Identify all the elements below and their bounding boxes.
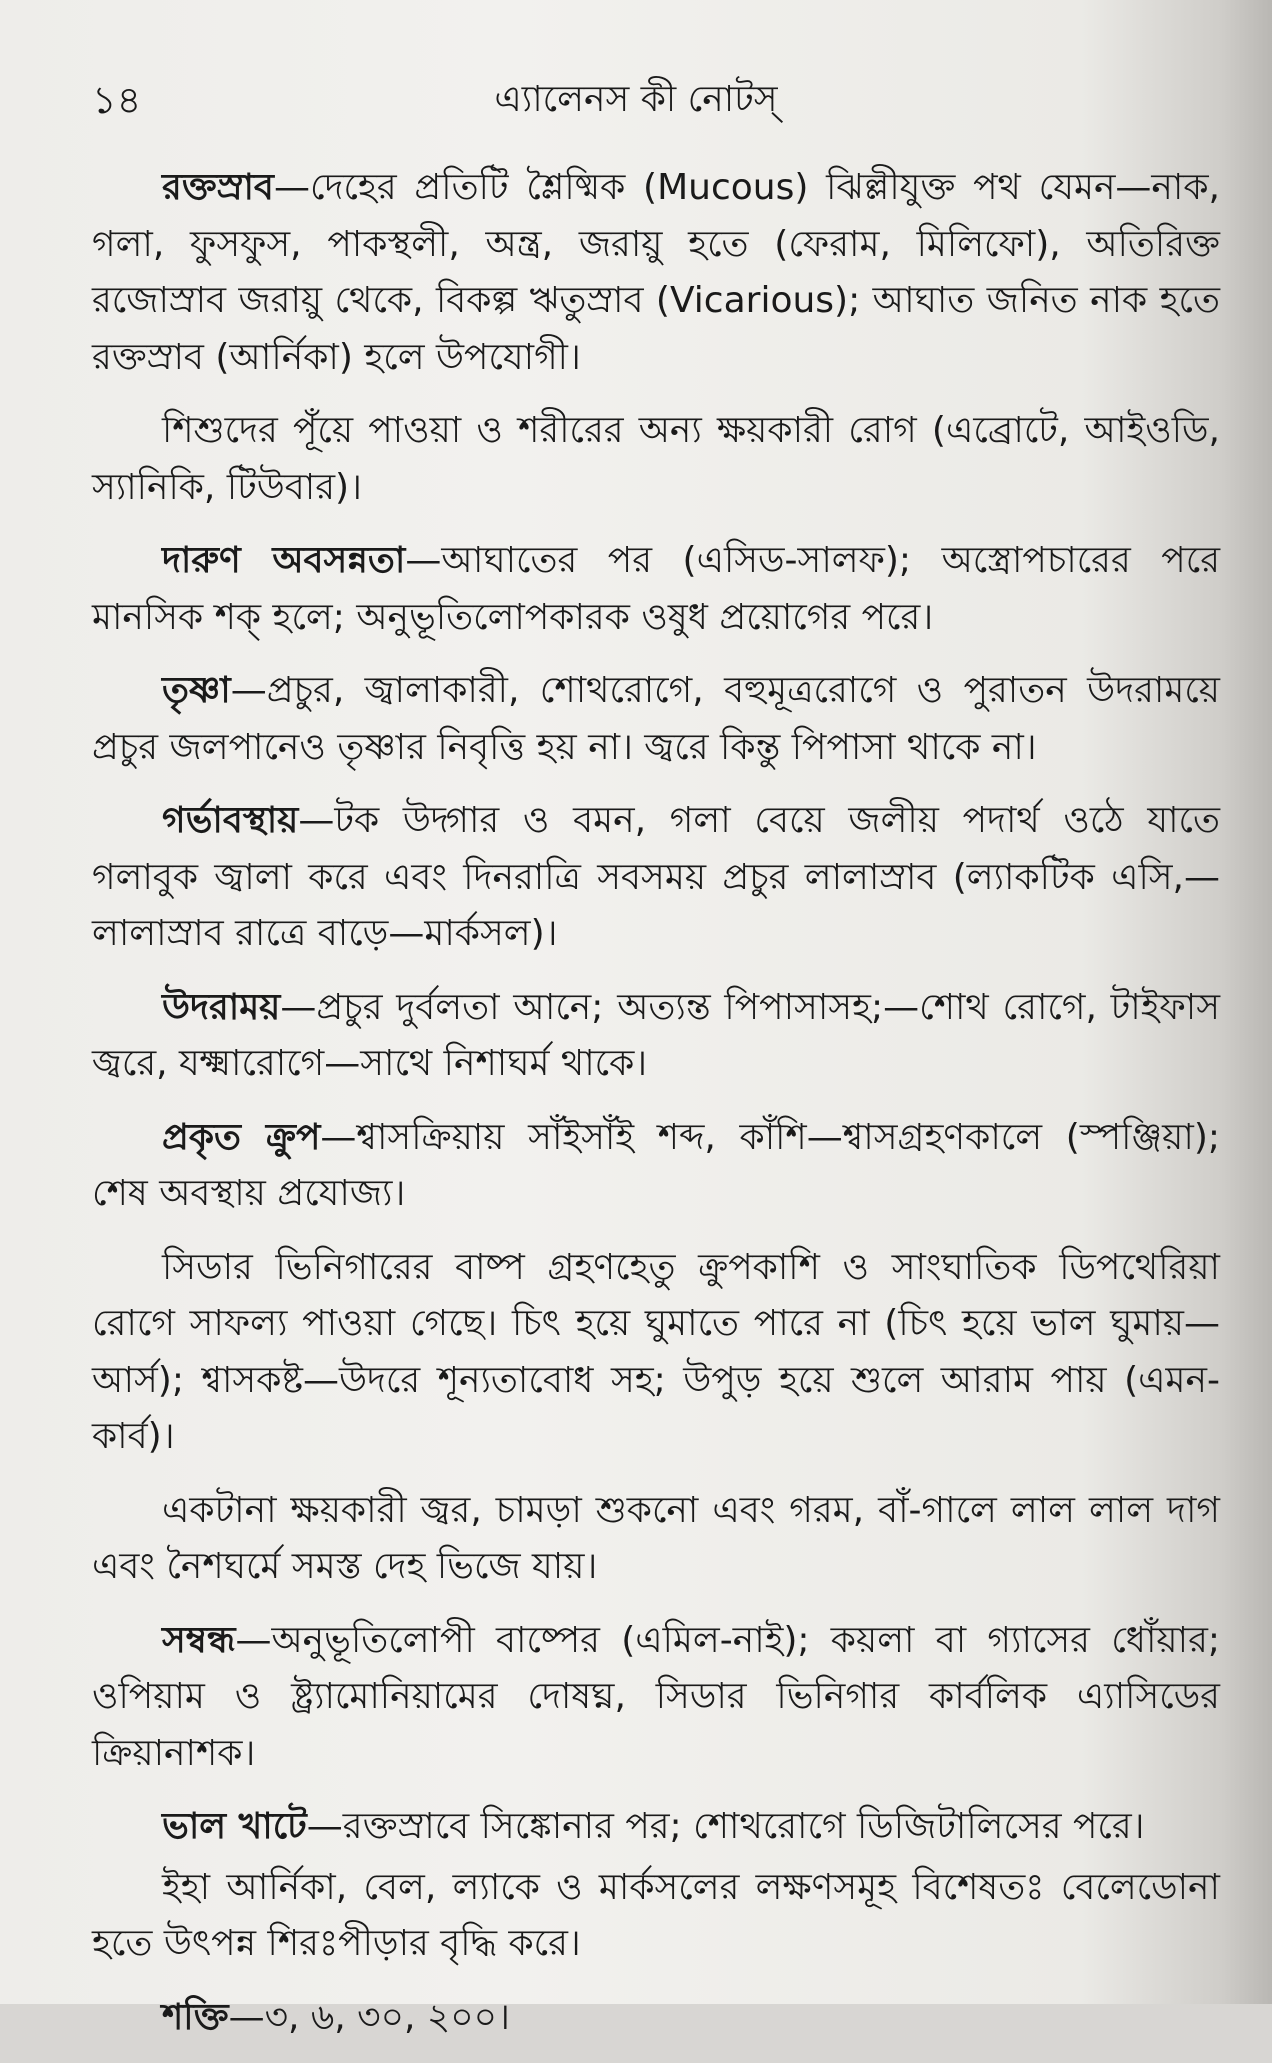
paragraph-term: উদরাময় [162,986,281,1028]
paragraph-text: —প্রচুর দুর্বলতা আনে; অত্যন্ত পিপাসাসহ;—শোথ রোগে, টাইফাস জ্বরে, যক্ষ্মারোগে—সাথে নিশাঘর্ম থাকে। [92,986,1220,1084]
paragraph-term: রক্তস্রাব [162,167,274,208]
paragraph-text: —রক্তস্রাবে সিঙ্কোনার পর; শোথরোগে ডিজিটালিসের পরে। [306,1806,1145,1847]
paragraph-term: সম্বন্ধ [162,1619,236,1661]
paragraph-term: দারুণ অবসন্নতা [162,540,406,581]
paragraph-text: —টক উদ্গার ও বমন, গলা বেয়ে জলীয় পদার্থ ওঠে যাতে গলাবুক জ্বালা করে এবং দিনরাত্রি সবসময় প্রচুর লালাস্রাব (ল্যাকটিক এসি,—লালাস্রাব রাত্রে বাড়ে—মার্কসল)। [92,800,1220,954]
running-title: এ্যালেনস কী নোটস্ [494,79,778,120]
paragraph-marasmus [92,403,1220,516]
paragraph-hectic-fever [92,1483,1220,1596]
paragraph-works-well [92,1799,1220,1856]
page-body [92,160,1220,2063]
paragraph-text: —দেহের প্রতিটি শ্লৈষ্মিক (Mucous) ঝিল্লীযুক্ত পথ যেমন—নাক, গলা, ফুসফুস, পাকস্থলী, অন্ত্র, জরায়ু হতে (ফেরাম, মিলিফো), অতিরিক্ত রজোস্রাব জরায়ু থেকে, বিকল্প ঋতুস্রাব (Vicarious); আঘাত জনিত নাক হতে রক্তস্রাব (আর্নিকা) হলে উপযোগী। [92,167,1220,378]
paragraph-thirst [92,663,1220,776]
paragraph-aggravates [92,1860,1220,1973]
paragraph-pregnancy [92,793,1220,963]
paragraph-term: তৃষ্ণা [162,670,231,711]
page-number: ১৪ [92,78,142,122]
paragraph-term: শক্তি [162,1996,229,2038]
paragraph-text: —অনুভূতিলোপী বাষ্পের (এমিল-নাই); কয়লা বা গ্যাসের ধোঁয়ার; ওপিয়াম ও ষ্ট্র্যামোনিয়ামের দোষঘ্ন, সিডার ভিনিগার কার্বলিক এ্যাসিডের ক্রিয়ানাশক। [92,1619,1220,1774]
paragraph-text: —আঘাতের পর (এসিড-সালফ); অস্ত্রোপচারের পরে মানসিক শক্ হলে; অনুভূতিলোপকারক ওষুধ প্রয়োগের পরে। [92,540,1220,638]
paragraph-term: ভাল খাটে [162,1806,307,1847]
paragraph-term: প্রকৃত ক্রুপ [162,1116,321,1158]
paragraph-text: একটানা ক্ষয়কারী জ্বর, চামড়া শুকনো এবং গরম, বাঁ-গালে লাল লাল দাগ এবং নৈশঘর্মে সমস্ত দেহ ভিজে যায়। [92,1489,1220,1587]
paragraph-croup [92,1110,1220,1223]
paragraph-text: ইহা আর্নিকা, বেল, ল্যাকে ও মার্কসলের লক্ষণসমূহ বিশেষতঃ বেলেডোনা হতে উৎপন্ন শিরঃপীড়ার বৃদ্ধি করে। [92,1866,1220,1964]
paragraph-text: —৩, ৬, ৩০, ২০০। [228,1996,510,2038]
paragraph-prostration [92,533,1220,646]
paragraph-text: শিশুদের পূঁয়ে পাওয়া ও শরীরের অন্য ক্ষয়কারী রোগ (এব্রোটে, আইওডি, স্যানিকি, টিউবার)। [92,410,1220,508]
paragraph-potency [92,1990,1220,2047]
paragraph-diarrhoea [92,980,1220,1093]
paragraph-text: —শ্বাসক্রিয়ায় সাঁইসাঁই শব্দ, কাঁশি—শ্বাসগ্রহণকালে (স্পঞ্জিয়া); শেষ অবস্থায় প্রযোজ্য। [92,1116,1220,1214]
paragraph-text: সিডার ভিনিগারের বাষ্প গ্রহণহেতু ক্রুপকাশি ও সাংঘাতিক ডিপথেরিয়া রোগে সাফল্য পাওয়া গেছে। চিৎ হয়ে ঘুমাতে পারে না (চিৎ হয়ে ভাল ঘুমায়—আর্স); শ্বাসকষ্ট—উদরে শূন্যতাবোধ সহ; উপুড় হয়ে শুলে আরাম পায় (এমন-কার্ব)। [92,1246,1220,1457]
paragraph-haemorrhage [92,160,1220,386]
paragraph-cider-vinegar [92,1240,1220,1466]
paragraph-term: গর্ভাবস্থায় [162,800,299,841]
paragraph-text: —প্রচুর, জ্বালাকারী, শোথরোগে, বহুমূত্ররোগে ও পুরাতন উদরাময়ে প্রচুর জলপানেও তৃষ্ণার নিবৃত্তি হয় না। জ্বরে কিন্তু পিপাসা থাকে না। [92,670,1220,768]
paragraph-relationship [92,1613,1220,1783]
